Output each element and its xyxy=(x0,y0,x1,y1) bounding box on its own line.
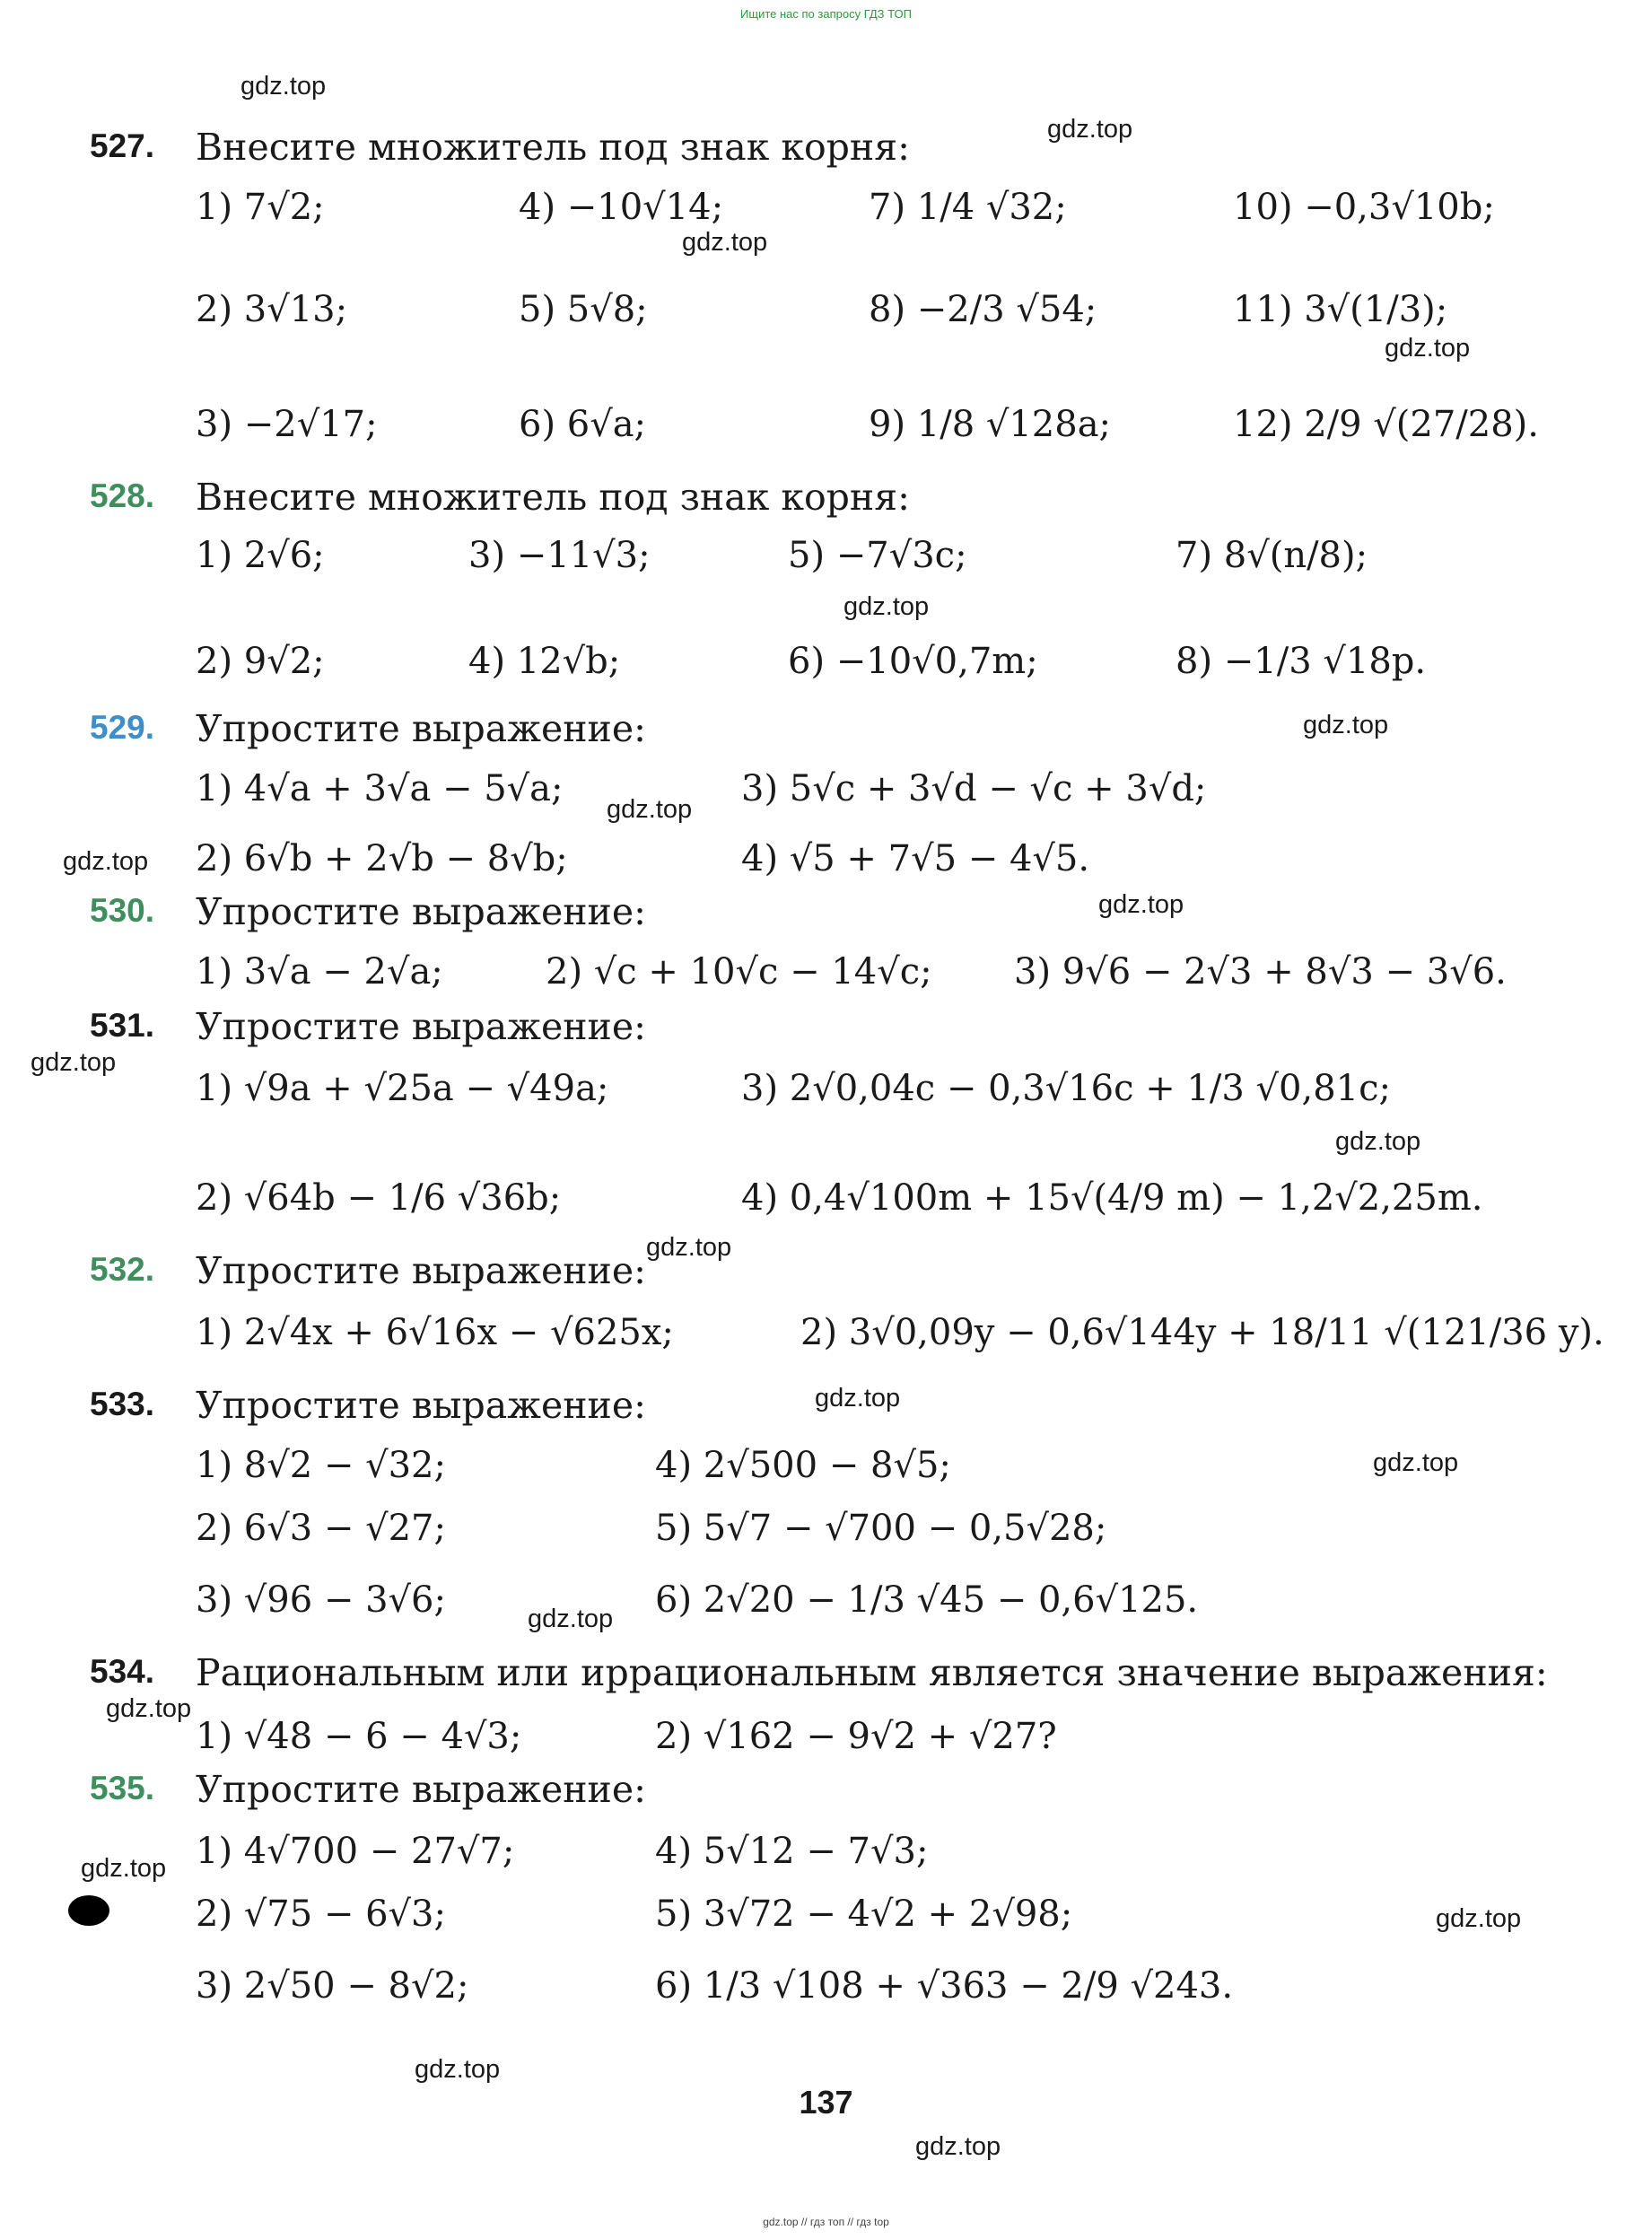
task-item: 7) 1/4 √32; xyxy=(869,187,1067,228)
task-item: 5) 3√72 − 4√2 + 2√98; xyxy=(655,1894,1073,1935)
exercise-title: Упростите выражение: xyxy=(196,1005,646,1048)
task-item: 2) 6√3 − √27; xyxy=(196,1508,446,1549)
exercise-title: Рациональным или иррациональным является значение выражения: xyxy=(196,1651,1548,1694)
exercise-number: 533. xyxy=(90,1386,155,1422)
task-item: 1) 4√700 − 27√7; xyxy=(196,1831,515,1872)
task-item: 1) √48 − 6 − 4√3; xyxy=(196,1716,522,1757)
task-item: 1) 2√4x + 6√16x − √625x; xyxy=(196,1312,674,1353)
exercise-title: Упростите выражение: xyxy=(196,707,646,750)
task-item: 5) 5√7 − √700 − 0,5√28; xyxy=(655,1508,1107,1549)
task-item: 2) √75 − 6√3; xyxy=(196,1894,446,1935)
watermark: gdz.top xyxy=(1385,334,1471,363)
watermark: gdz.top xyxy=(240,72,327,101)
task-item: 4) 5√12 − 7√3; xyxy=(655,1831,929,1872)
watermark: gdz.top xyxy=(528,1605,614,1633)
task-item: 3) −2√17; xyxy=(196,404,378,445)
task-item: 8) −2/3 √54; xyxy=(869,289,1097,330)
task-item: 1) 2√6; xyxy=(196,535,325,576)
task-item: 6) −10√0,7m; xyxy=(788,641,1038,682)
task-item: 2) √64b − 1/6 √36b; xyxy=(196,1177,562,1219)
exercise-number: 532. xyxy=(90,1251,155,1288)
exercise-number: 529. xyxy=(90,709,155,746)
watermark: gdz.top xyxy=(915,2132,1001,2161)
task-item: 3) 9√6 − 2√3 + 8√3 − 3√6. xyxy=(1014,951,1507,993)
task-item: 6) 1/3 √108 + √363 − 2/9 √243. xyxy=(655,1965,1234,2007)
watermark: gdz.top xyxy=(682,228,768,257)
task-item: 4) √5 + 7√5 − 4√5. xyxy=(741,838,1090,879)
task-item: 11) 3√(1/3); xyxy=(1233,289,1448,330)
footer-watermark: gdz.top // гдз топ // гдз top xyxy=(763,2216,889,2228)
watermark: gdz.top xyxy=(1303,711,1389,739)
watermark: gdz.top xyxy=(1335,1127,1421,1156)
task-item: 2) 9√2; xyxy=(196,641,325,682)
watermark: gdz.top xyxy=(1436,1904,1522,1933)
page-number: 137 xyxy=(799,2084,853,2121)
task-item: 5) 5√8; xyxy=(519,289,648,330)
task-item: 6) 2√20 − 1/3 √45 − 0,6√125. xyxy=(655,1579,1199,1621)
exercise-number: 530. xyxy=(90,892,155,929)
task-item: 1) 7√2; xyxy=(196,187,325,228)
watermark: gdz.top xyxy=(843,592,930,621)
exercise-title: Упростите выражение: xyxy=(196,1768,646,1811)
exercise-title: Упростите выражение: xyxy=(196,1384,646,1427)
watermark: gdz.top xyxy=(31,1048,117,1077)
task-item: 5) −7√3c; xyxy=(788,535,967,576)
task-item: 2) √162 − 9√2 + √27? xyxy=(655,1716,1057,1757)
task-item: 1) 4√a + 3√a − 5√a; xyxy=(196,768,564,809)
exercise-number: 527. xyxy=(90,127,155,164)
ink-blot xyxy=(68,1895,109,1926)
task-item: 4) 2√500 − 8√5; xyxy=(655,1445,951,1486)
task-item: 2) 3√0,09y − 0,6√144y + 18/11 √(121/36 y). xyxy=(800,1312,1604,1353)
task-item: 1) √9a + √25a − √49a; xyxy=(196,1068,609,1109)
task-item: 1) 8√2 − √32; xyxy=(196,1445,446,1486)
task-item: 3) 5√c + 3√d − √c + 3√d; xyxy=(741,768,1207,809)
task-item: 9) 1/8 √128a; xyxy=(869,404,1112,445)
watermark: gdz.top xyxy=(415,2055,501,2084)
exercise-title: Внесите множитель под знак корня: xyxy=(196,476,910,519)
watermark: gdz.top xyxy=(815,1384,901,1412)
watermark: gdz.top xyxy=(646,1233,732,1262)
watermark: gdz.top xyxy=(63,847,149,876)
task-item: 8) −1/3 √18p. xyxy=(1176,641,1427,682)
watermark: gdz.top xyxy=(1047,115,1133,144)
exercise-number: 528. xyxy=(90,477,155,514)
task-item: 2) 6√b + 2√b − 8√b; xyxy=(196,838,568,879)
exercise-number: 531. xyxy=(90,1007,155,1044)
watermark: gdz.top xyxy=(1373,1448,1459,1477)
exercise-title: Упростите выражение: xyxy=(196,890,646,933)
task-item: 3) −11√3; xyxy=(468,535,651,576)
task-item: 12) 2/9 √(27/28). xyxy=(1233,404,1539,445)
task-item: 6) 6√a; xyxy=(519,404,647,445)
top-banner: Ищите нас по запросу ГДЗ ТОП xyxy=(740,7,912,21)
exercise-title: Упростите выражение: xyxy=(196,1249,646,1292)
watermark: gdz.top xyxy=(607,795,693,824)
watermark: gdz.top xyxy=(1098,890,1184,919)
task-item: 7) 8√(n/8); xyxy=(1176,535,1368,576)
exercise-number: 534. xyxy=(90,1653,155,1690)
watermark: gdz.top xyxy=(106,1694,192,1723)
task-item: 3) 2√50 − 8√2; xyxy=(196,1965,469,2007)
task-item: 3) √96 − 3√6; xyxy=(196,1579,446,1621)
task-item: 1) 3√a − 2√a; xyxy=(196,951,443,993)
task-item: 4) −10√14; xyxy=(519,187,724,228)
task-item: 2) 3√13; xyxy=(196,289,348,330)
watermark: gdz.top xyxy=(81,1854,167,1883)
exercise-title: Внесите множитель под знак корня: xyxy=(196,126,910,169)
exercise-number: 535. xyxy=(90,1770,155,1806)
task-item: 2) √c + 10√c − 14√c; xyxy=(546,951,932,993)
task-item: 4) 0,4√100m + 15√(4/9 m) − 1,2√2,25m. xyxy=(741,1177,1483,1219)
task-item: 10) −0,3√10b; xyxy=(1233,187,1495,228)
task-item: 3) 2√0,04c − 0,3√16c + 1/3 √0,81c; xyxy=(741,1068,1391,1109)
task-item: 4) 12√b; xyxy=(468,641,621,682)
